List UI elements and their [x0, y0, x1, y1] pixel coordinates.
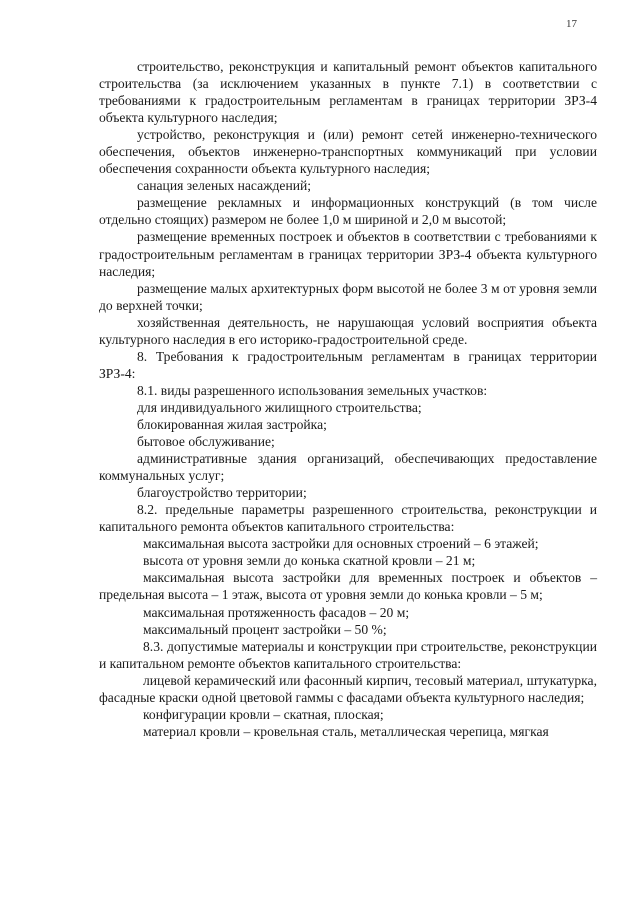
paragraph: санация зеленых насаждений; — [137, 178, 312, 194]
list-item: максимальная протяженность фасадов – 20 м; — [143, 604, 410, 620]
paragraph: строительство, реконструкция и капитальный ремонт объектов капитального строительства (за исключением указанных в пункте 7.1) в соответствии с требованиями к градостроительным регламентам в границах территории ЗРЗ-4 объекта культурного наследия; — [99, 59, 597, 126]
list-item: благоустройство территории; — [137, 485, 307, 501]
list-item: блокированная жилая застройка; — [137, 416, 327, 432]
paragraph: размещение временных построек и объектов в соответствии с требованиями к градостроительным регламентам в границах территории ЗРЗ-4 объекта культурного наследия; — [99, 229, 597, 279]
list-item: высота от уровня земли до конька скатной кровли – 21 м; — [143, 553, 476, 569]
list-item: максимальная высота застройки для основных строений – 6 этажей; — [143, 536, 539, 552]
paragraph: устройство, реконструкция и (или) ремонт сетей инженерно-технического обеспечения, объектов инженерно-транспортных коммуникаций при условии обеспечения сохранности объекта культурного наследия; — [99, 127, 597, 177]
list-item: лицевой керамический или фасонный кирпич, тесовый материал, штукатурка, фасадные краски одной цветовой гаммы с фасадами объекта культурного наследия; — [99, 672, 597, 705]
list-item: материал кровли – кровельная сталь, металлическая черепица, мягкая — [143, 723, 549, 739]
list-item: административные здания организаций, обеспечивающих предоставление коммунальных услуг; — [99, 451, 597, 484]
subsection-heading-8-1: 8.1. виды разрешенного использования земельных участков: — [137, 382, 488, 398]
list-item: для индивидуального жилищного строительства; — [137, 399, 422, 415]
page-number: 17 — [566, 18, 577, 30]
paragraph: размещение малых архитектурных форм высотой не более 3 м от уровня земли до верхней точки; — [99, 280, 597, 313]
subsection-heading-8-2: 8.2. предельные параметры разрешенного строительства, реконструкции и капитального ремонта объектов капитального строительства: — [99, 502, 597, 535]
list-item: максимальный процент застройки – 50 %; — [143, 621, 387, 637]
subsection-heading-8-3: 8.3. допустимые материалы и конструкции при строительстве, реконструкции и капитальном ремонте объектов капитального строительства: — [99, 638, 597, 671]
document-body — [99, 58, 597, 740]
list-item: конфигурации кровли – скатная, плоская; — [143, 706, 384, 722]
paragraph: хозяйственная деятельность, не нарушающая условий восприятия объекта культурного наследия в его историко-градостроительной среде. — [99, 314, 597, 347]
list-item: бытовое обслуживание; — [137, 434, 275, 450]
paragraph: размещение рекламных и информационных конструкций (в том числе отдельно стоящих) размером не более 1,0 м шириной и 2,0 м высотой; — [99, 195, 597, 228]
section-heading-8: 8. Требования к градостроительным регламентам в границах территории ЗРЗ-4: — [99, 348, 597, 381]
list-item: максимальная высота застройки для временных построек и объектов – предельная высота – 1 этаж, высота от уровня земли до конька кровли – 5 м; — [99, 570, 597, 603]
